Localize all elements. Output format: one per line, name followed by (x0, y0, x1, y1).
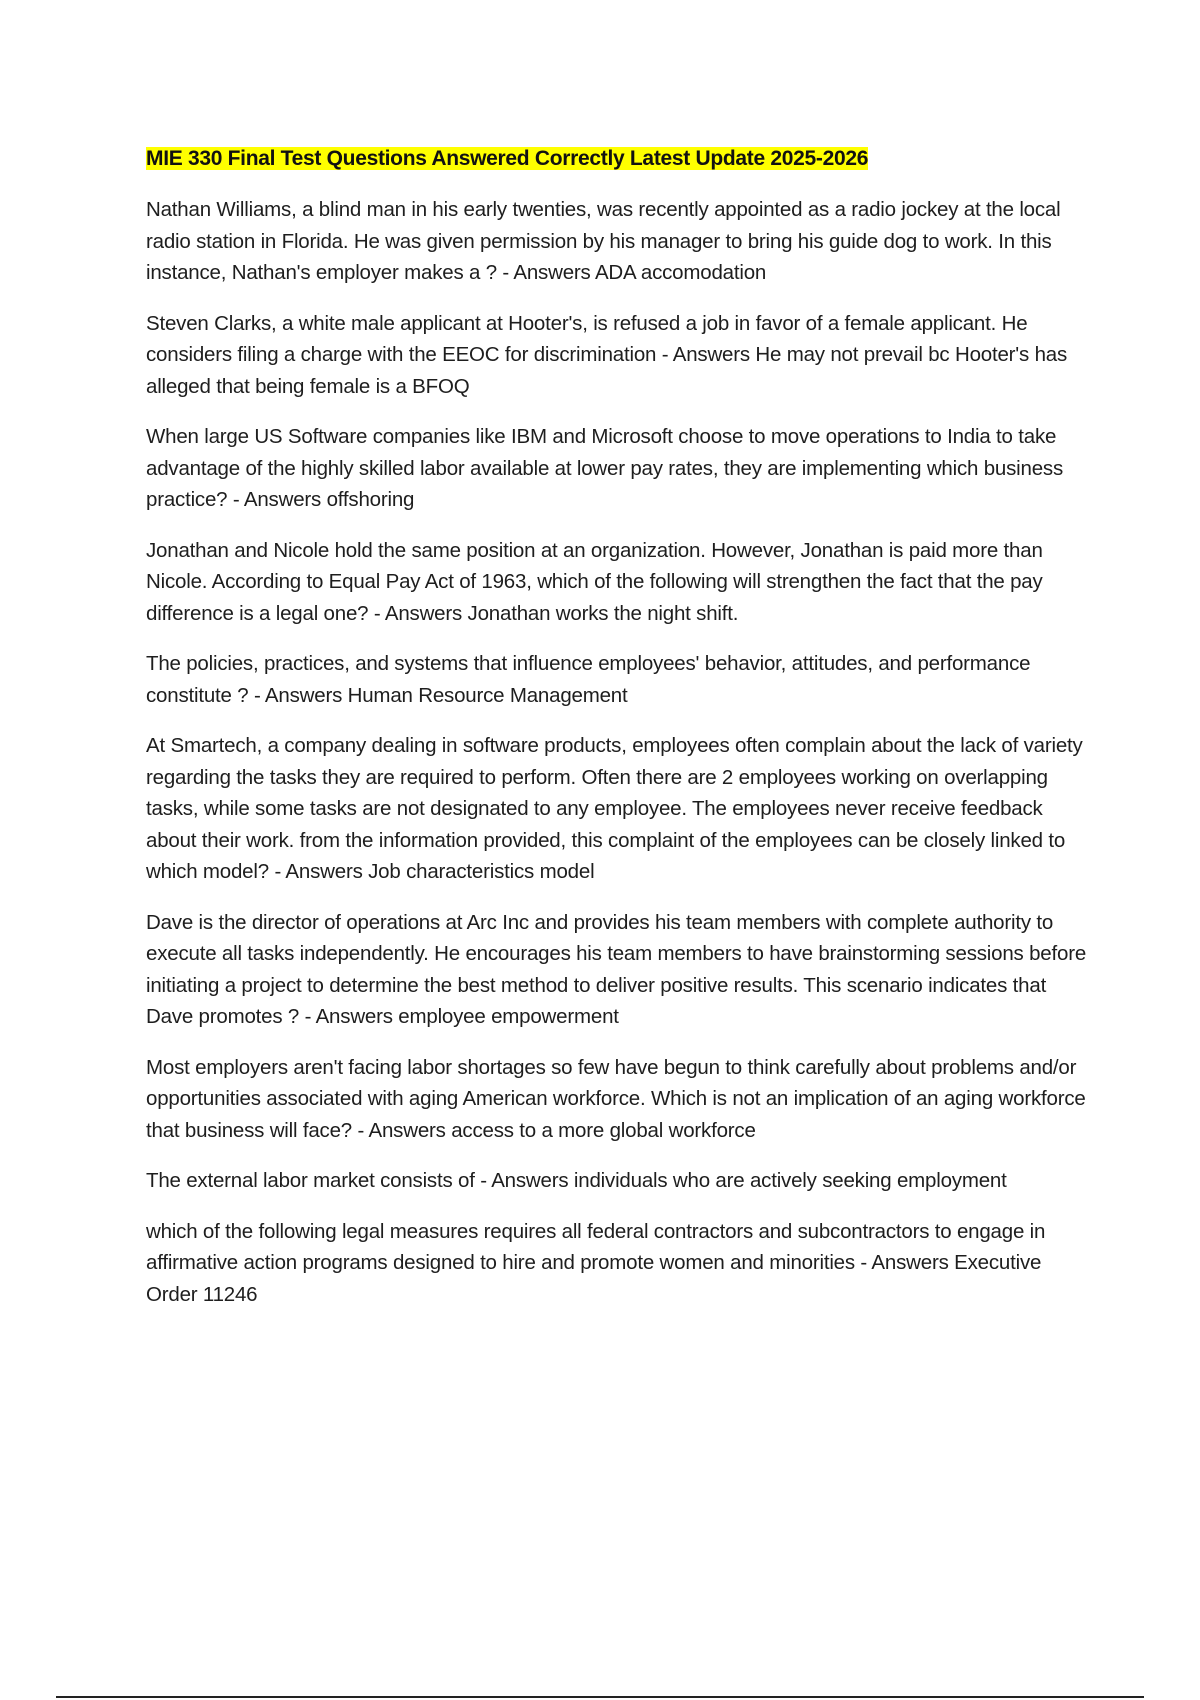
page-bottom-rule (56, 1696, 1144, 1698)
document-body (146, 144, 1096, 1329)
qa-entry-9: The external labor market consists of - Answers individuals who are actively seeking employment (146, 1169, 1007, 1192)
qa-entry-2: Steven Clarks, a white male applicant at Hooter's, is refused a job in favor of a female applicant. He considers filing a charge with the EEOC for discrimination - Answers He may not prevail bc Hooter's has alleged that being female is a BFOQ (146, 311, 1068, 398)
qa-entry-10: which of the following legal measures requires all federal contractors and subcontractors to engage in affirmative action programs designed to hire and promote women and minorities - Answers Executive Order 11246 (146, 1219, 1046, 1306)
qa-entry-7: Dave is the director of operations at Arc Inc and provides his team members with complete authority to execute all tasks independently. He encourages his team members to have brainstorming sessions before initiating a project to determine the best method to deliver positive results. This scenario indicates that Dave promotes ? - Answers employee empowerment (146, 910, 1087, 1028)
qa-entry-3: When large US Software companies like IBM and Microsoft choose to move operations to India to take advantage of the highly skilled labor available at lower pay rates, they are implementing which business practice? - Answers offshoring (146, 425, 1064, 511)
qa-entry-5: The policies, practices, and systems that influence employees' behavior, attitudes, and performance constitute ? - Answers Human Resource Management (146, 652, 1031, 707)
title-line (146, 144, 1096, 176)
qa-entry-6: At Smartech, a company dealing in software products, employees often complain about the lack of variety regarding the tasks they are required to perform. Often there are 2 employees working on overlapping tasks, while some tasks are not designated to any employee. The employees never receive feedback about their work. from the information provided, this complaint of the employees can be closely linked to which model? - Answers Job characteristics model (146, 734, 1083, 883)
qa-entry-1: Nathan Williams, a blind man in his early twenties, was recently appointed as a radio jockey at the local radio station in Florida. He was given permission by his manager to bring his guide dog to work. In this instance, Nathan's employer makes a ? - Answers ADA accomodation (146, 198, 1061, 284)
qa-entry-8: Most employers aren't facing labor shortages so few have begun to think carefully about problems and/or opportunities associated with aging American workforce. Which is not an implication of an aging workforce that business will face? - Answers access to a more global workforce (146, 1055, 1086, 1142)
qa-entry-4: Jonathan and Nicole hold the same position at an organization. However, Jonathan is paid more than Nicole. According to Equal Pay Act of 1963, which of the following will strengthen the fact that the pay difference is a legal one? - Answers Jonathan works the night shift. (146, 538, 1043, 625)
document-title: MIE 330 Final Test Questions Answered Correctly Latest Update 2025-2026 (146, 147, 869, 170)
